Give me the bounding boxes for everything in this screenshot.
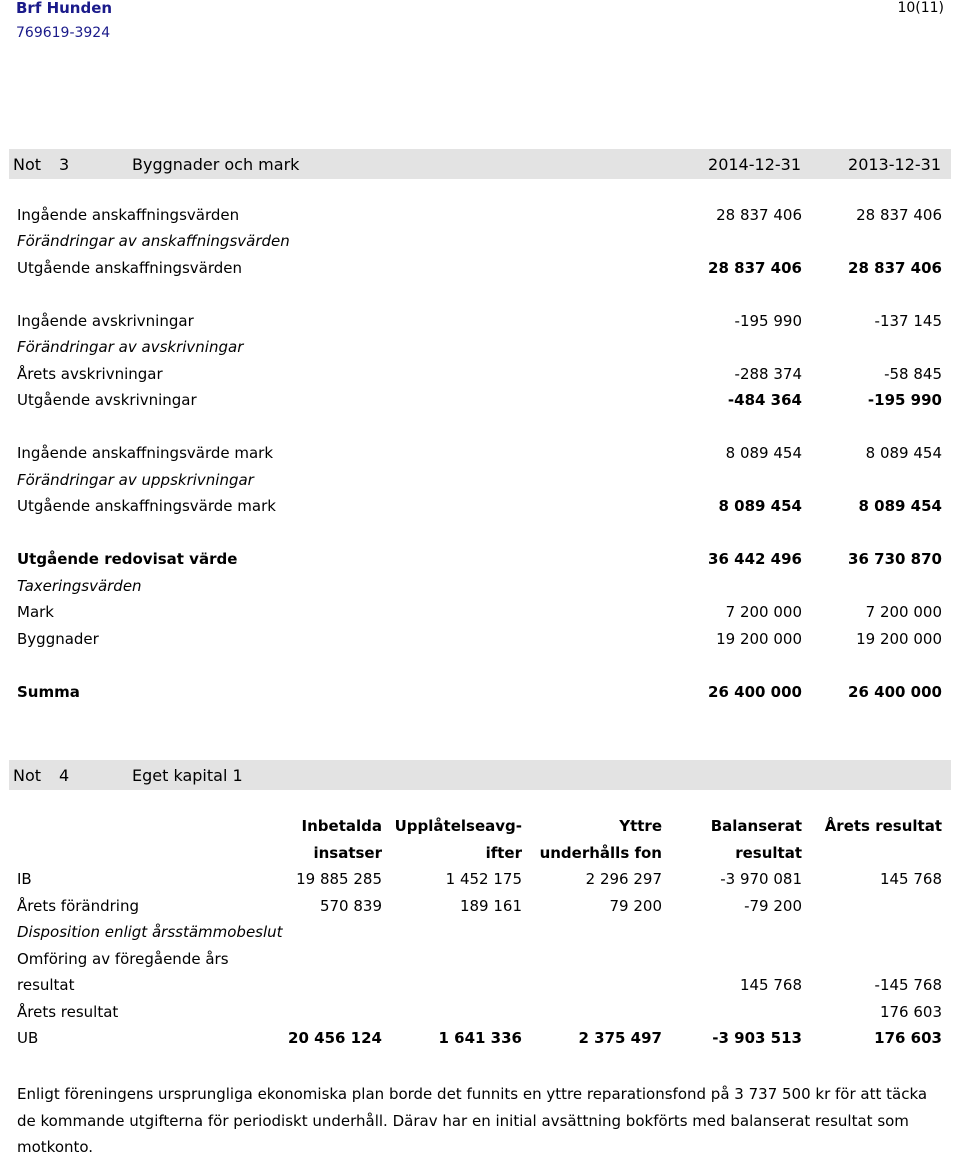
- row-label: resultat: [17, 976, 75, 994]
- value-2013: -195 990: [867, 391, 942, 409]
- table-row: [0, 1029, 960, 1051]
- table-row: [0, 206, 960, 228]
- column-header: ifter: [485, 844, 522, 862]
- table-row: [0, 630, 960, 652]
- page-number: 10(11): [897, 0, 944, 16]
- table-row: [0, 471, 960, 493]
- table-cell: -3 903 513: [712, 1029, 802, 1047]
- column-header: insatser: [313, 844, 382, 862]
- note4-header-bar: [9, 760, 951, 790]
- value-2013: 36 730 870: [848, 550, 942, 568]
- row-label: Omföring av föregående års: [17, 950, 229, 968]
- row-label: Förändringar av anskaffningsvärden: [17, 232, 290, 250]
- table-header-row: [0, 817, 960, 839]
- table-cell: 176 603: [874, 1029, 942, 1047]
- table-row: [0, 497, 960, 519]
- row-label: Ingående avskrivningar: [17, 312, 194, 330]
- table-row: [0, 950, 960, 972]
- table-cell: 20 456 124: [288, 1029, 382, 1047]
- row-label: Utgående redovisat värde: [17, 550, 238, 568]
- table-cell: 2 375 497: [578, 1029, 662, 1047]
- row-label: Ingående anskaffningsvärden: [17, 206, 240, 224]
- value-2014: 8 089 454: [718, 497, 802, 515]
- table-row: [0, 365, 960, 387]
- table-row: [0, 312, 960, 334]
- table-row: [0, 897, 960, 919]
- organization-name: Brf Hunden: [16, 0, 113, 17]
- column-header: Inbetalda: [301, 817, 382, 835]
- table-header-row: [0, 844, 960, 866]
- table-cell: 176 603: [879, 1003, 942, 1021]
- row-label: Årets förändring: [17, 897, 139, 915]
- row-label: Årets resultat: [17, 1003, 119, 1021]
- note4-number: 4: [59, 766, 70, 785]
- value-2014: 36 442 496: [708, 550, 802, 568]
- row-label: Förändringar av uppskrivningar: [17, 471, 254, 489]
- column-header: Årets resultat: [824, 817, 942, 835]
- table-cell: 1 452 175: [445, 870, 522, 888]
- value-2013: 19 200 000: [856, 630, 942, 648]
- table-row: [0, 338, 960, 360]
- value-2013: 28 837 406: [856, 206, 942, 224]
- table-cell: 19 885 285: [296, 870, 382, 888]
- table-row: [0, 976, 960, 998]
- table-cell: 2 296 297: [585, 870, 662, 888]
- table-cell: 570 839: [319, 897, 382, 915]
- note3-header-bar: [9, 149, 951, 179]
- table-cell: 145 768: [739, 976, 802, 994]
- table-cell: 189 161: [459, 897, 522, 915]
- row-label: Taxeringsvärden: [17, 577, 142, 595]
- value-2013: 7 200 000: [865, 603, 942, 621]
- table-row: [0, 550, 960, 572]
- row-label: Mark: [17, 603, 54, 621]
- table-cell: 1 641 336: [438, 1029, 522, 1047]
- value-2013: 8 089 454: [865, 444, 942, 462]
- table-cell: -3 970 081: [720, 870, 802, 888]
- table-row: [0, 870, 960, 892]
- value-2013: 28 837 406: [848, 259, 942, 277]
- table-row: [0, 577, 960, 599]
- row-label: Disposition enligt årsstämmobeslut: [17, 923, 283, 941]
- table-row: [0, 259, 960, 281]
- value-2014: -195 990: [734, 312, 802, 330]
- value-2014: 28 837 406: [716, 206, 802, 224]
- value-2013: -137 145: [874, 312, 942, 330]
- value-2014: 26 400 000: [708, 683, 802, 701]
- organization-number: 769619-3924: [16, 25, 111, 41]
- note3-col2-header: 2013-12-31: [848, 155, 941, 174]
- table-row: [0, 1003, 960, 1025]
- table-cell: 79 200: [609, 897, 662, 915]
- row-label: UB: [17, 1029, 39, 1047]
- note4-label: Not: [13, 766, 42, 785]
- row-label: Utgående avskrivningar: [17, 391, 197, 409]
- value-2014: 7 200 000: [725, 603, 802, 621]
- value-2013: -58 845: [884, 365, 942, 383]
- table-cell: -145 768: [874, 976, 942, 994]
- column-header: resultat: [735, 844, 802, 862]
- table-row: [0, 232, 960, 254]
- row-label: Byggnader: [17, 630, 99, 648]
- value-2013: 8 089 454: [858, 497, 942, 515]
- row-label: IB: [17, 870, 32, 888]
- value-2014: -484 364: [727, 391, 802, 409]
- note3-col1-header: 2014-12-31: [708, 155, 801, 174]
- table-row: [0, 603, 960, 625]
- value-2014: 19 200 000: [716, 630, 802, 648]
- note3-number: 3: [59, 155, 70, 174]
- table-row: [0, 444, 960, 466]
- table-cell: 145 768: [879, 870, 942, 888]
- table-row: [0, 391, 960, 413]
- value-2014: 28 837 406: [708, 259, 802, 277]
- value-2013: 26 400 000: [848, 683, 942, 701]
- note4-title: Eget kapital 1: [132, 766, 243, 785]
- row-label: Ingående anskaffningsvärde mark: [17, 444, 274, 462]
- column-header: Upplåtelseavg-: [394, 817, 522, 835]
- column-header: underhålls fon: [539, 844, 662, 862]
- row-label: Utgående anskaffningsvärden: [17, 259, 243, 277]
- note3-label: Not: [13, 155, 42, 174]
- row-label: Årets avskrivningar: [17, 365, 163, 383]
- table-row: [0, 683, 960, 705]
- row-label: Förändringar av avskrivningar: [17, 338, 244, 356]
- note4-explanation-paragraph: Enligt föreningens ursprungliga ekonomiska plan borde det funnits en yttre reparationsfond på 3 737 500 kr för att täcka de kommande utgifterna för periodiskt underhåll. Därav har en initial avsättning bokförts med balanserat resultat som motkonto.: [17, 1085, 928, 1156]
- note3-title: Byggnader och mark: [132, 155, 300, 174]
- table-cell: -79 200: [744, 897, 802, 915]
- row-label: Utgående anskaffningsvärde mark: [17, 497, 276, 515]
- row-label: Summa: [17, 683, 80, 701]
- value-2014: 8 089 454: [725, 444, 802, 462]
- column-header: Yttre: [619, 817, 662, 835]
- column-header: Balanserat: [710, 817, 802, 835]
- value-2014: -288 374: [734, 365, 802, 383]
- table-row: [0, 923, 960, 945]
